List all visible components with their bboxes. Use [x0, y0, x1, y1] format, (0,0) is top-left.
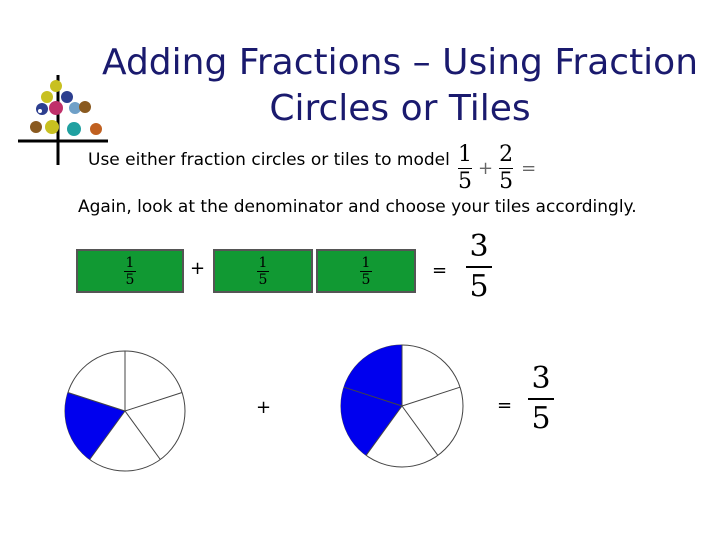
result-numerator: 3: [469, 229, 489, 264]
tile-denominator: 5: [125, 271, 135, 288]
tile-numerator: 1: [258, 254, 268, 271]
tile-numerator: 1: [361, 254, 371, 271]
fraction-b-denominator: 5: [499, 169, 514, 194]
plus-sign: +: [478, 158, 494, 179]
tiles-plus-sign: +: [190, 258, 206, 279]
fraction-tile: [316, 249, 416, 293]
result-denominator: 5: [531, 401, 551, 436]
note-text: Again, look at the denominator and choose your tiles accordingly.: [78, 197, 637, 217]
instruction-text: Use either fraction circles or tiles to model: [88, 150, 450, 170]
slide-title: [100, 40, 700, 132]
result-numerator: 3: [531, 361, 551, 396]
tile-denominator: 5: [361, 271, 371, 288]
fraction-b-numerator: 2: [499, 142, 514, 167]
fraction-a-numerator: 1: [458, 142, 472, 167]
circles-plus-sign: +: [256, 397, 272, 418]
tiles-equals-sign: =: [432, 260, 448, 281]
fraction-circle-one-fifth: [60, 347, 190, 477]
tile-denominator: 5: [258, 271, 268, 288]
circles-equals-sign: =: [497, 395, 513, 416]
fraction-circle-three-fifths: [338, 343, 468, 473]
fraction-a: [458, 142, 472, 195]
result-denominator: 5: [469, 269, 489, 304]
fraction-tile: [213, 249, 313, 293]
tiles-result-fraction: [466, 228, 492, 306]
circles-result-fraction: [528, 360, 554, 438]
title-line-2: Circles or Tiles: [269, 88, 531, 129]
fraction-a-denominator: 5: [458, 169, 472, 194]
fraction-tile: [76, 249, 184, 293]
model-equation: [458, 142, 536, 195]
title-line-1: Adding Fractions – Using Fraction: [101, 42, 699, 83]
tile-numerator: 1: [125, 254, 135, 271]
fraction-b: [499, 142, 513, 195]
equals-sign: =: [521, 158, 537, 179]
